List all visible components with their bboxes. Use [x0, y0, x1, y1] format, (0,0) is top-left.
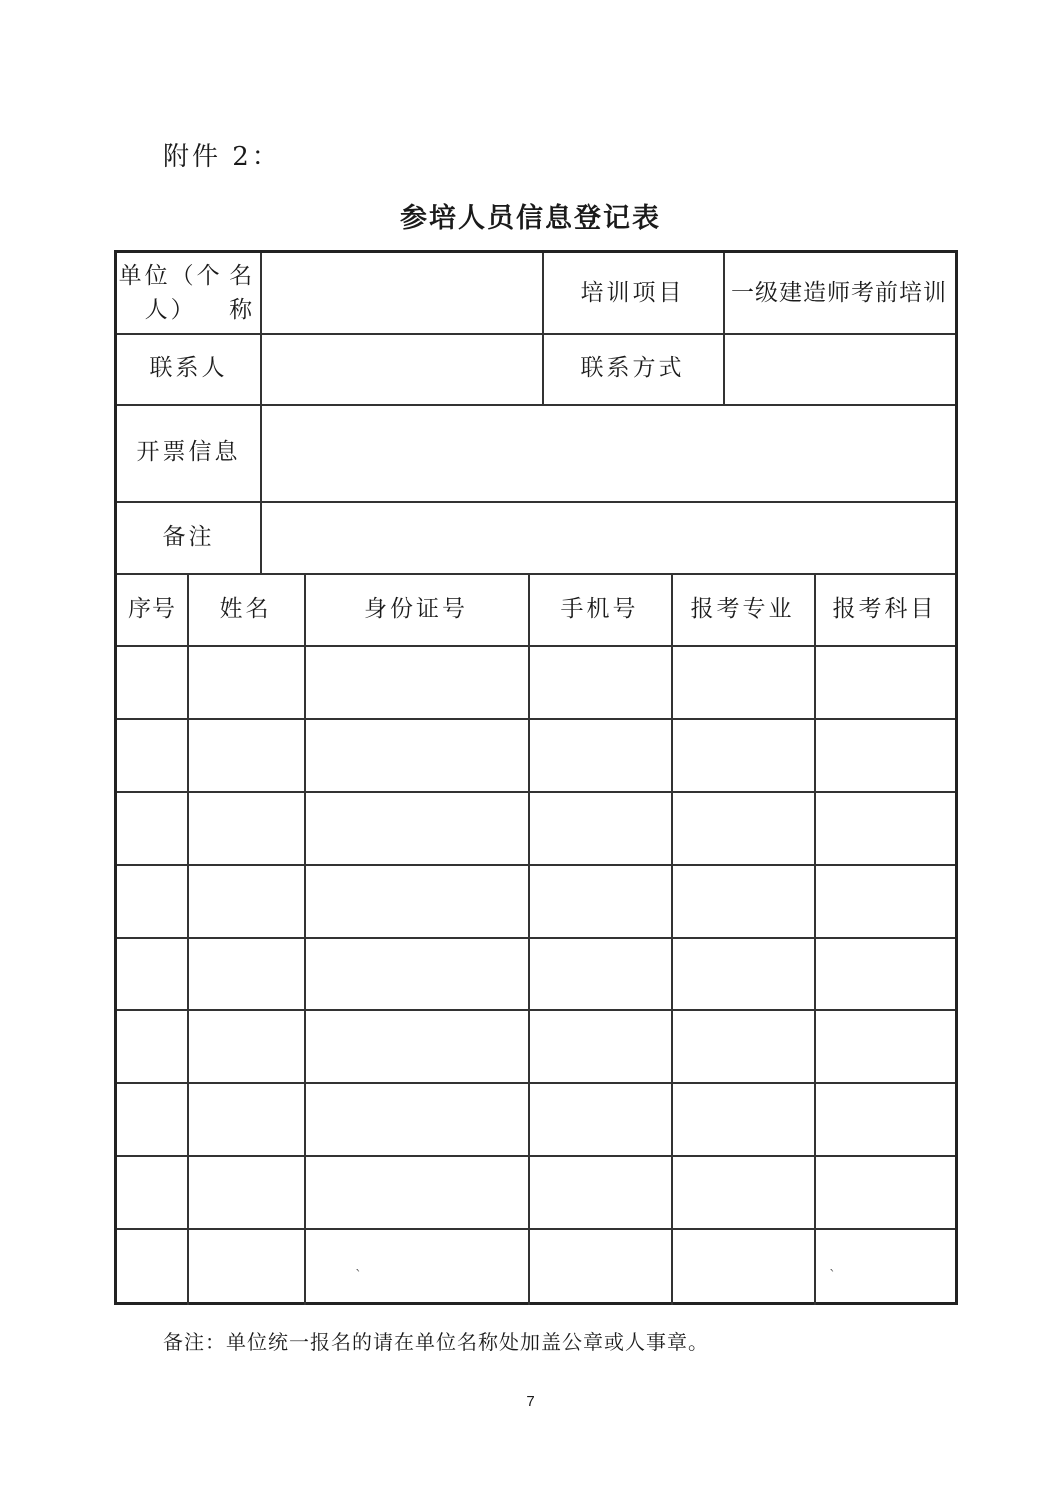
- scan-speck: ˋ: [355, 1268, 362, 1284]
- training-project-label: 培训项目: [580, 279, 685, 306]
- header-mobile: 手机号: [560, 595, 639, 622]
- row-divider: [117, 937, 955, 939]
- row-divider: [117, 1009, 955, 1011]
- contact-person-label: 联系人: [149, 355, 228, 382]
- column-divider: [814, 573, 816, 1305]
- row-divider: [117, 645, 955, 647]
- page-number: 7: [526, 1393, 535, 1410]
- invoice-info-label: 开票信息: [136, 439, 241, 466]
- contact-method-field[interactable]: [723, 333, 955, 404]
- row-divider: [117, 1082, 955, 1084]
- contact-method-label: 联系方式: [580, 355, 685, 382]
- header-major: 报考专业: [690, 595, 795, 622]
- remarks-field[interactable]: [260, 501, 955, 573]
- row-divider: [117, 718, 955, 720]
- unit-name-label: 单位（个人） 名称: [118, 262, 256, 323]
- page-title: 参培人员信息登记表: [400, 203, 661, 234]
- registration-form: [114, 250, 958, 1305]
- header-subjects: 报考科目: [832, 595, 937, 622]
- contact-person-field[interactable]: [260, 333, 542, 404]
- row-divider: [117, 791, 955, 793]
- column-divider: [304, 573, 306, 1305]
- unit-name-field[interactable]: [260, 253, 542, 333]
- row-divider: [117, 864, 955, 866]
- column-divider: [528, 573, 530, 1305]
- column-divider: [671, 573, 673, 1305]
- row-divider: [117, 1228, 955, 1230]
- scan-speck: ˋ: [829, 1268, 836, 1284]
- remarks-label: 备注: [162, 523, 215, 550]
- header-name: 姓名: [219, 595, 272, 622]
- invoice-info-field[interactable]: [260, 404, 955, 501]
- attachment-label: 附件 2：: [163, 142, 281, 172]
- header-id-number: 身份证号: [364, 595, 468, 622]
- header-serial-number: 序号: [128, 595, 176, 622]
- footnote: 备注：单位统一报名的请在单位名称处加盖公章或人事章。: [163, 1330, 709, 1354]
- column-divider: [187, 573, 189, 1305]
- training-project-value: 一级建造师考前培训: [731, 279, 947, 306]
- row-divider: [117, 1155, 955, 1157]
